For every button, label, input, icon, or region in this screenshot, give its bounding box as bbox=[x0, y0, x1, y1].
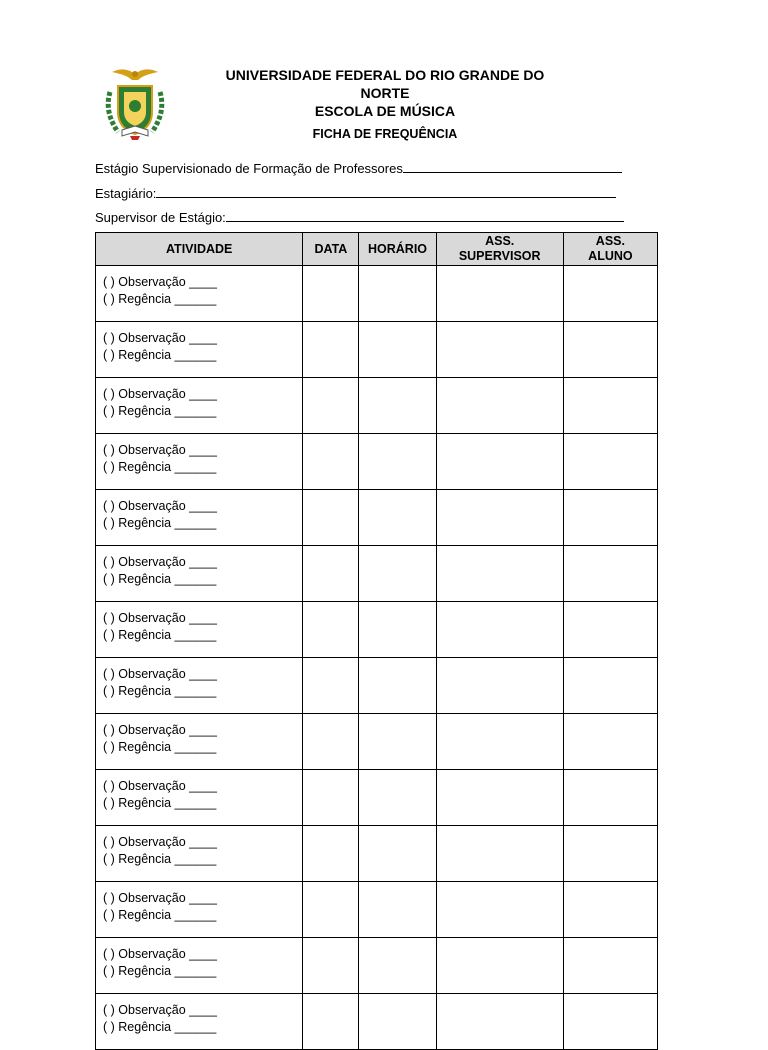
horario-cell[interactable] bbox=[359, 882, 436, 938]
ass-supervisor-cell[interactable] bbox=[436, 378, 563, 434]
table-header-row bbox=[96, 233, 658, 266]
ass-aluno-cell[interactable] bbox=[563, 994, 657, 1050]
horario-cell[interactable] bbox=[359, 490, 436, 546]
header-ass-supervisor bbox=[436, 233, 563, 266]
regencia-option[interactable]: ( ) Regência ______ bbox=[103, 795, 217, 810]
ass-aluno-cell[interactable] bbox=[563, 490, 657, 546]
horario-cell[interactable] bbox=[359, 658, 436, 714]
estagio-blank[interactable] bbox=[403, 159, 622, 173]
observacao-option[interactable]: ( ) Observação ____ bbox=[103, 555, 217, 569]
supervisor-label: Supervisor de Estágio: bbox=[95, 210, 226, 225]
ass-supervisor-cell[interactable] bbox=[436, 322, 563, 378]
table-row bbox=[96, 938, 658, 994]
ass-aluno-cell[interactable] bbox=[563, 602, 657, 658]
table-row bbox=[96, 602, 658, 658]
data-cell[interactable] bbox=[303, 994, 359, 1050]
form-title: FICHA DE FREQUÊNCIA bbox=[312, 127, 458, 141]
atividade-cell[interactable] bbox=[96, 938, 303, 994]
observacao-option[interactable]: ( ) Observação ____ bbox=[103, 275, 217, 289]
ass-supervisor-cell[interactable] bbox=[436, 770, 563, 826]
ass-aluno-cell[interactable] bbox=[563, 882, 657, 938]
table-row bbox=[96, 882, 658, 938]
regencia-option[interactable]: ( ) Regência ______ bbox=[103, 627, 217, 642]
ass-supervisor-cell[interactable] bbox=[436, 826, 563, 882]
data-cell[interactable] bbox=[303, 490, 359, 546]
atividade-cell[interactable] bbox=[96, 602, 303, 658]
header-ass-aluno-line2: ALUNO bbox=[588, 249, 633, 263]
atividade-cell[interactable] bbox=[96, 882, 303, 938]
estagiario-label: Estagiário: bbox=[95, 186, 157, 201]
regencia-option[interactable]: ( ) Regência ______ bbox=[103, 739, 217, 754]
regencia-option[interactable]: ( ) Regência ______ bbox=[103, 683, 217, 698]
data-cell[interactable] bbox=[303, 266, 359, 322]
atividade-cell[interactable] bbox=[96, 658, 303, 714]
horario-cell[interactable] bbox=[359, 434, 436, 490]
regencia-option[interactable]: ( ) Regência ______ bbox=[103, 403, 217, 418]
atividade-cell[interactable] bbox=[96, 266, 303, 322]
regencia-option[interactable]: ( ) Regência ______ bbox=[103, 291, 217, 306]
supervisor-blank[interactable] bbox=[226, 208, 624, 222]
observacao-option[interactable]: ( ) Observação ____ bbox=[103, 443, 217, 457]
observacao-option[interactable]: ( ) Observação ____ bbox=[103, 723, 217, 737]
atividade-cell[interactable] bbox=[96, 546, 303, 602]
atividade-cell[interactable] bbox=[96, 994, 303, 1050]
observacao-option[interactable]: ( ) Observação ____ bbox=[103, 331, 217, 345]
ass-aluno-cell[interactable] bbox=[563, 770, 657, 826]
horario-cell[interactable] bbox=[359, 770, 436, 826]
atividade-cell[interactable] bbox=[96, 490, 303, 546]
observacao-option[interactable]: ( ) Observação ____ bbox=[103, 387, 217, 401]
ass-aluno-cell[interactable] bbox=[563, 826, 657, 882]
ass-aluno-cell[interactable] bbox=[563, 546, 657, 602]
ass-supervisor-cell[interactable] bbox=[436, 938, 563, 994]
header-ass-supervisor-line1: ASS. bbox=[485, 234, 515, 248]
header-ass-supervisor-line2: SUPERVISOR bbox=[458, 249, 541, 263]
data-cell[interactable] bbox=[303, 546, 359, 602]
institution-name: UNIVERSIDADE FEDERAL DO RIO GRANDE DO NORTE bbox=[225, 67, 545, 101]
regencia-option[interactable]: ( ) Regência ______ bbox=[103, 571, 217, 586]
ass-aluno-cell[interactable] bbox=[563, 266, 657, 322]
header-ass-aluno-line1: ASS. bbox=[595, 234, 625, 248]
horario-cell[interactable] bbox=[359, 938, 436, 994]
regencia-option[interactable]: ( ) Regência ______ bbox=[103, 851, 217, 866]
ass-aluno-cell[interactable] bbox=[563, 378, 657, 434]
ass-aluno-cell[interactable] bbox=[563, 714, 657, 770]
ass-supervisor-cell[interactable] bbox=[436, 994, 563, 1050]
table-row bbox=[96, 826, 658, 882]
horario-cell[interactable] bbox=[359, 602, 436, 658]
header-atividade: ATIVIDADE bbox=[96, 233, 303, 266]
horario-cell[interactable] bbox=[359, 994, 436, 1050]
regencia-option[interactable]: ( ) Regência ______ bbox=[103, 347, 217, 362]
data-cell[interactable] bbox=[303, 770, 359, 826]
ass-aluno-cell[interactable] bbox=[563, 658, 657, 714]
ass-aluno-cell[interactable] bbox=[563, 434, 657, 490]
ass-supervisor-cell[interactable] bbox=[436, 434, 563, 490]
data-cell[interactable] bbox=[303, 322, 359, 378]
data-cell[interactable] bbox=[303, 378, 359, 434]
regencia-option[interactable]: ( ) Regência ______ bbox=[103, 963, 217, 978]
observacao-option[interactable]: ( ) Observação ____ bbox=[103, 779, 217, 793]
horario-cell[interactable] bbox=[359, 546, 436, 602]
estagio-field bbox=[95, 159, 622, 176]
data-cell[interactable] bbox=[303, 602, 359, 658]
data-cell[interactable] bbox=[303, 714, 359, 770]
estagio-label: Estágio Supervisionado de Formação de Professores bbox=[95, 161, 403, 176]
table-row bbox=[96, 714, 658, 770]
ufrn-seal-icon bbox=[100, 62, 170, 142]
horario-cell[interactable] bbox=[359, 322, 436, 378]
table-row bbox=[96, 546, 658, 602]
horario-cell[interactable] bbox=[359, 714, 436, 770]
atividade-cell[interactable] bbox=[96, 714, 303, 770]
table-row bbox=[96, 322, 658, 378]
ass-supervisor-cell[interactable] bbox=[436, 602, 563, 658]
ass-supervisor-cell[interactable] bbox=[436, 266, 563, 322]
ass-aluno-cell[interactable] bbox=[563, 322, 657, 378]
data-cell[interactable] bbox=[303, 882, 359, 938]
data-cell[interactable] bbox=[303, 826, 359, 882]
table-row bbox=[96, 994, 658, 1050]
estagiario-field bbox=[95, 184, 616, 201]
ass-supervisor-cell[interactable] bbox=[436, 546, 563, 602]
observacao-option[interactable]: ( ) Observação ____ bbox=[103, 499, 217, 513]
table-row bbox=[96, 434, 658, 490]
observacao-option[interactable]: ( ) Observação ____ bbox=[103, 835, 217, 849]
observacao-option[interactable]: ( ) Observação ____ bbox=[103, 891, 217, 905]
data-cell[interactable] bbox=[303, 938, 359, 994]
header-data: DATA bbox=[303, 233, 359, 266]
table-row bbox=[96, 770, 658, 826]
ass-supervisor-cell[interactable] bbox=[436, 882, 563, 938]
data-cell[interactable] bbox=[303, 434, 359, 490]
data-cell[interactable] bbox=[303, 658, 359, 714]
regencia-option[interactable]: ( ) Regência ______ bbox=[103, 907, 217, 922]
header-ass-aluno bbox=[563, 233, 657, 266]
table-row bbox=[96, 266, 658, 322]
institution-header bbox=[210, 66, 560, 120]
observacao-option[interactable]: ( ) Observação ____ bbox=[103, 1003, 217, 1017]
atividade-cell[interactable] bbox=[96, 434, 303, 490]
header-horario: HORÁRIO bbox=[359, 233, 436, 266]
horario-cell[interactable] bbox=[359, 266, 436, 322]
regencia-option[interactable]: ( ) Regência ______ bbox=[103, 515, 217, 530]
horario-cell[interactable] bbox=[359, 378, 436, 434]
atividade-cell[interactable] bbox=[96, 378, 303, 434]
atividade-cell[interactable] bbox=[96, 770, 303, 826]
attendance-table bbox=[95, 232, 658, 1050]
supervisor-field bbox=[95, 208, 624, 225]
observacao-option[interactable]: ( ) Observação ____ bbox=[103, 611, 217, 625]
ass-supervisor-cell[interactable] bbox=[436, 490, 563, 546]
observacao-option[interactable]: ( ) Observação ____ bbox=[103, 667, 217, 681]
school-name: ESCOLA DE MÚSICA bbox=[314, 103, 456, 119]
atividade-cell[interactable] bbox=[96, 826, 303, 882]
regencia-option[interactable]: ( ) Regência ______ bbox=[103, 1019, 217, 1034]
ass-supervisor-cell[interactable] bbox=[436, 658, 563, 714]
regencia-option[interactable]: ( ) Regência ______ bbox=[103, 459, 217, 474]
observacao-option[interactable]: ( ) Observação ____ bbox=[103, 947, 217, 961]
atividade-cell[interactable] bbox=[96, 322, 303, 378]
ass-supervisor-cell[interactable] bbox=[436, 714, 563, 770]
table-row bbox=[96, 658, 658, 714]
horario-cell[interactable] bbox=[359, 826, 436, 882]
ass-aluno-cell[interactable] bbox=[563, 938, 657, 994]
estagiario-blank[interactable] bbox=[156, 184, 616, 198]
table-row bbox=[96, 490, 658, 546]
table-row bbox=[96, 378, 658, 434]
